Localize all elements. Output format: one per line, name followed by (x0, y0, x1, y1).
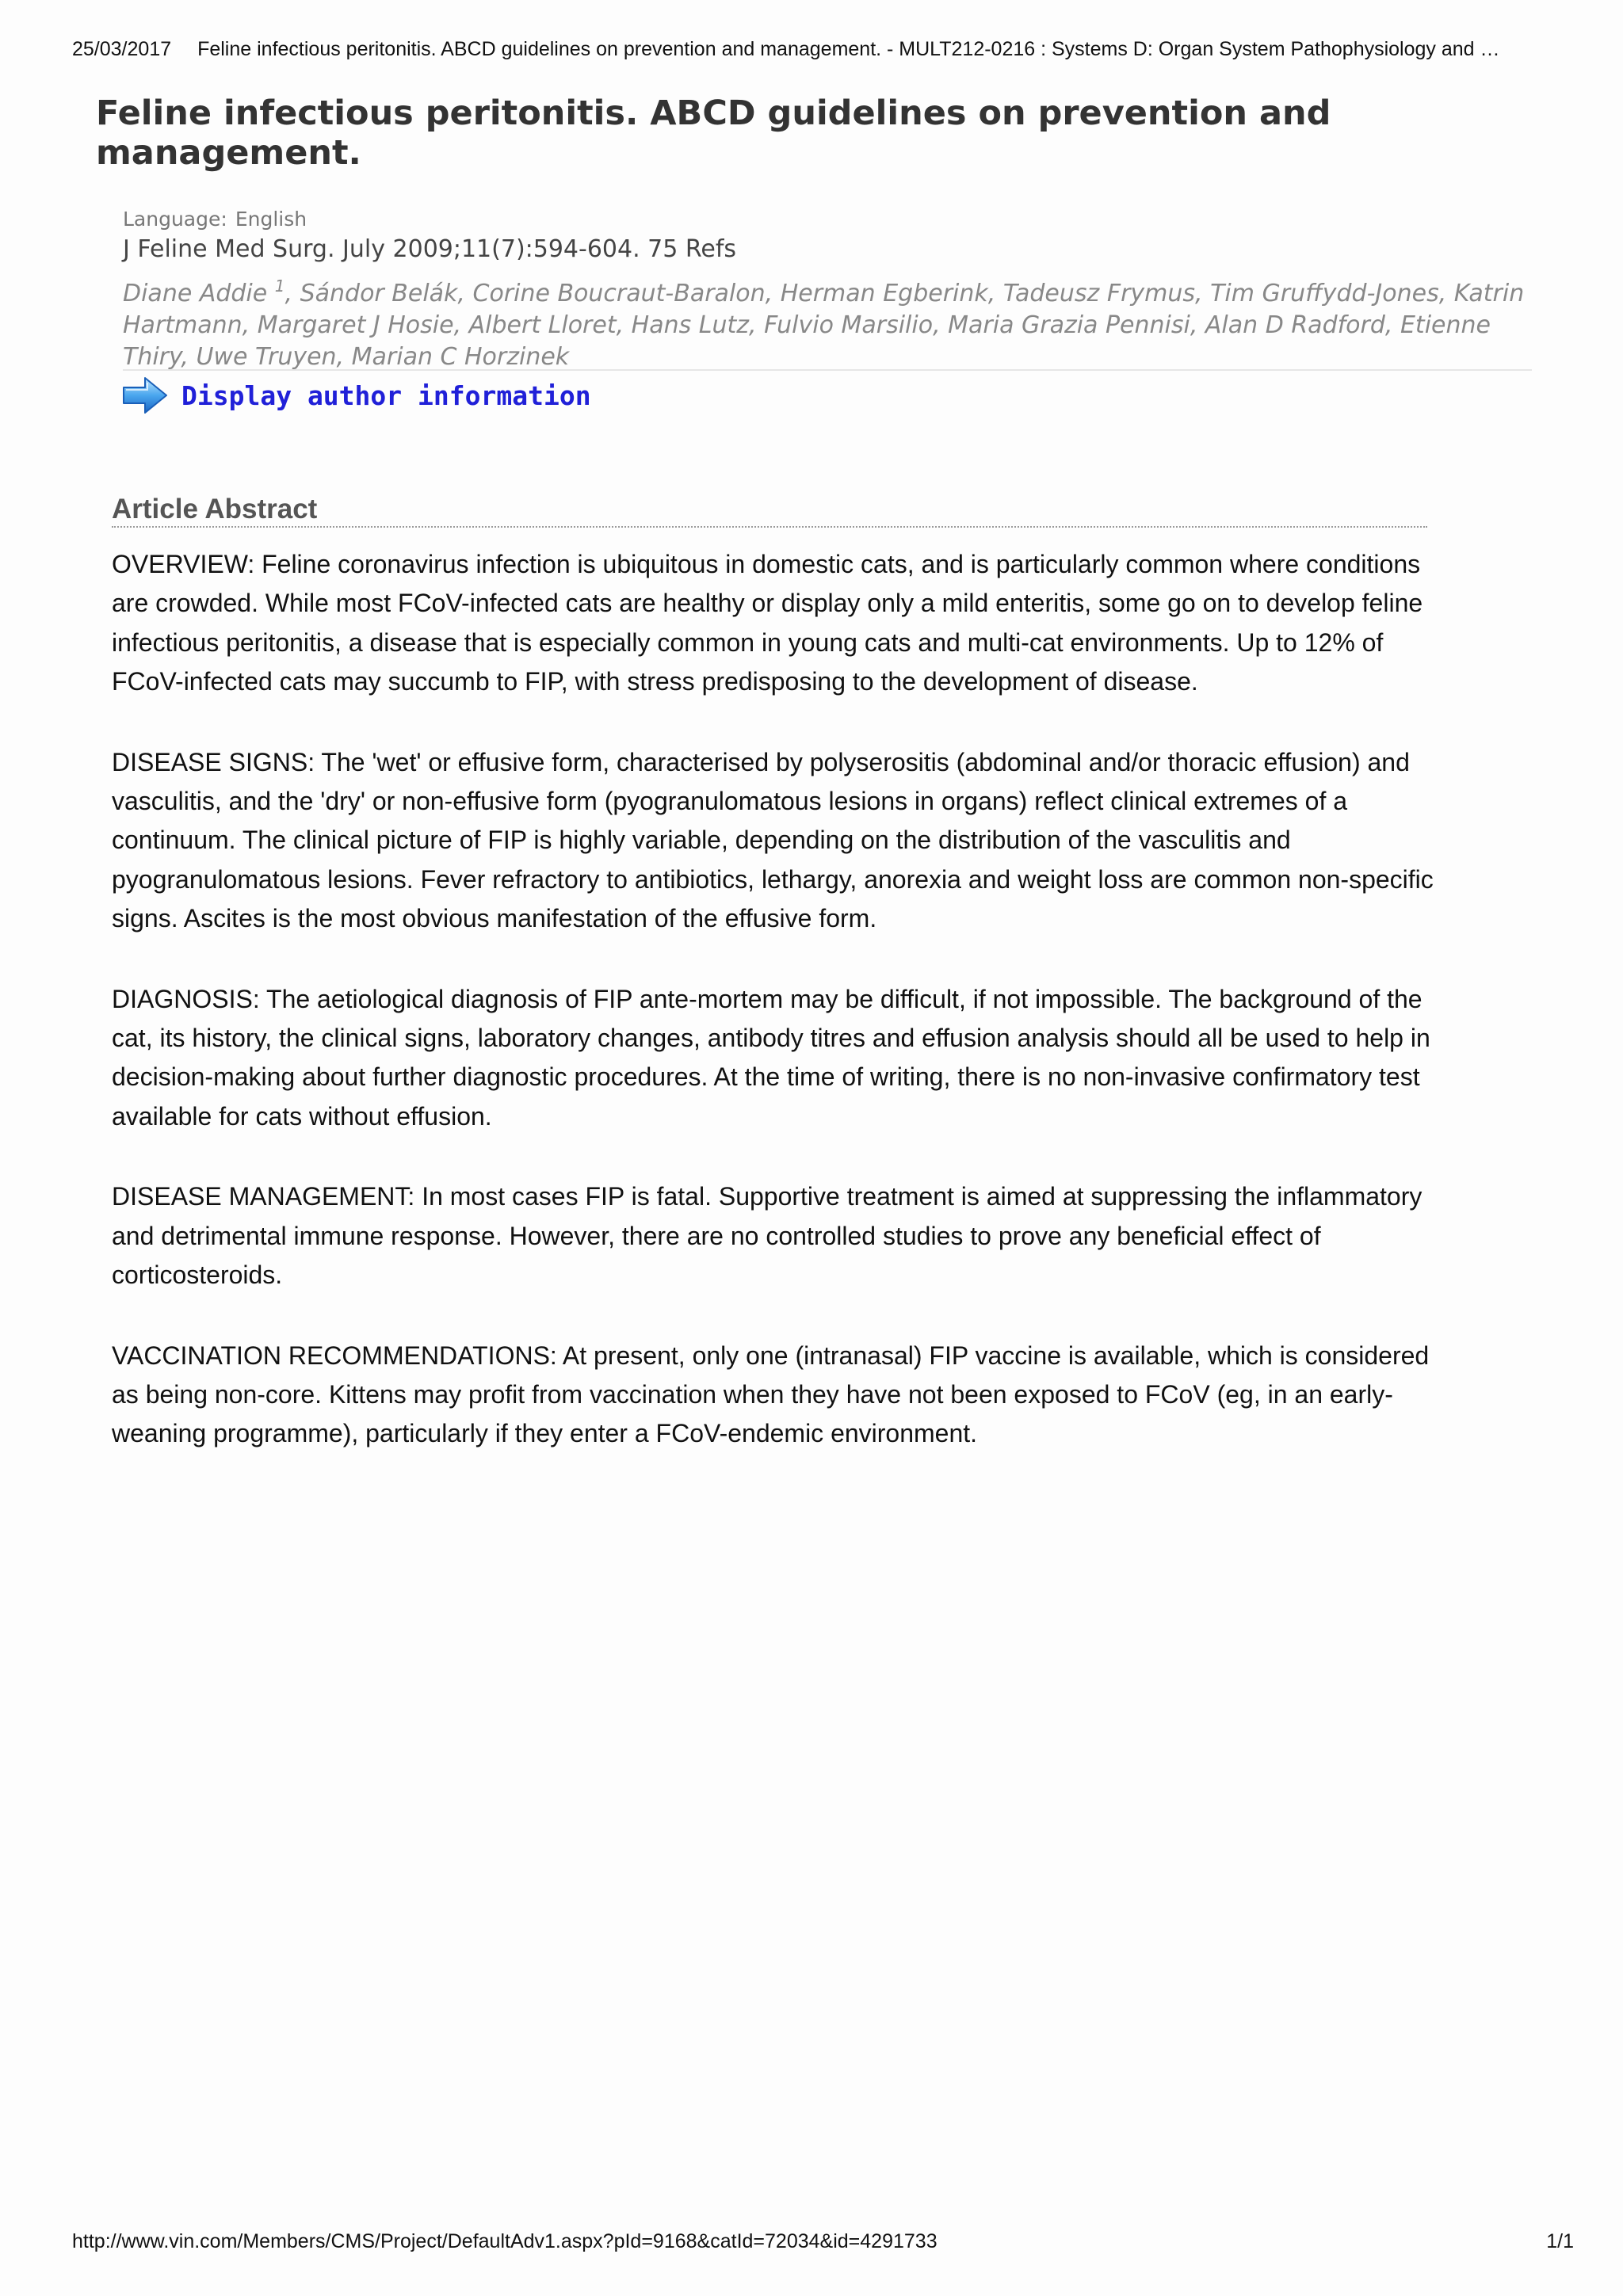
display-author-info-label[interactable]: Display author information (181, 379, 591, 411)
print-date: 25/03/2017 (72, 38, 172, 60)
print-footer (72, 2230, 1574, 2253)
page-url: http://www.vin.com/Members/CMS/Project/DefaultAdv1.aspx?pId=9168&catId=72034&id=4291733 (72, 2230, 938, 2252)
abstract-vaccination: VACCINATION RECOMMENDATIONS: At present, only one (intranasal) FIP vaccine is available, which is considered as being non-core. Kittens may profit from vaccination when they have not been exposed to FCoV (eg, in an early-weaning programme), particularly if they enter a FCoV-endemic environment. (112, 1341, 1430, 1448)
author-list (123, 278, 1533, 373)
abstract-diagnosis: DIAGNOSIS: The aetiological diagnosis of FIP ante-mortem may be difficult, if not impossible. The background of the cat, its history, the clinical signs, laboratory changes, antibody titres and effusion analysis should all be used to help in decision-making about further diagnostic procedures. At the time of writing, there is no non-invasive confirmatory test available for cats without effusion. (112, 984, 1430, 1131)
author-affiliation-marker: 1 (274, 277, 285, 296)
language-value: English (235, 208, 307, 231)
meta-divider (123, 369, 1532, 371)
abstract-overview: OVERVIEW: Feline coronavirus infection is ubiquitous in domestic cats, and is particularly common where conditions are crowded. While most FCoV-infected cats are healthy or display only a mild enteritis, some go on to develop feline infectious peritonitis, a disease that is especially common in young cats and multi-cat environments. Up to 12% of FCoV-infected cats may succumb to FIP, with stress predisposing to the development of disease. (112, 550, 1423, 696)
abstract-heading: Article Abstract (112, 493, 1427, 528)
print-header (72, 38, 1562, 61)
first-author[interactable]: Diane Addie (123, 280, 268, 307)
page-number: 1/1 (1546, 2230, 1574, 2252)
article-title: Feline infectious peritonitis. ABCD guidelines on prevention and management. (96, 93, 1331, 173)
abstract-disease-signs: DISEASE SIGNS: The 'wet' or effusive form, characterised by polyserositis (abdominal and/or thoracic effusion) and vasculitis, and the 'dry' or non-effusive form (pyogranulomatous lesions in organs) reflect clinical extremes of a continuum. The clinical picture of FIP is highly variable, depending on the distribution of the vasculitis and pyogranulomatous lesions. Fever refractory to antibiotics, lethargy, anorexia and weight loss are common non-specific signs. Ascites is the most obvious manifestation of the effusive form. (112, 747, 1434, 933)
other-authors: , Sándor Belák, Corine Boucraut-Baralon, Herman Egberink, Tadeusz Frymus, Tim Gruffydd-Jones, Katrin Hartmann, Margaret J Hosie, Albert Lloret, Hans Lutz, Fulvio Marsilio, Maria Grazia Pennisi, Alan D Radford, Etienne Thiry, Uwe Truyen, Marian C Horzinek (123, 280, 1525, 371)
arrow-right-icon (121, 374, 170, 417)
language-label: Language: (123, 208, 227, 231)
display-author-info-link[interactable] (121, 372, 591, 418)
abstract-body (112, 545, 1437, 1495)
article-meta (123, 207, 1533, 373)
print-page-title: Feline infectious peritonitis. ABCD guidelines on prevention and management. - MULT212-0216 : Systems D: Organ System Pathophysiology and … (197, 38, 1500, 60)
abstract-disease-management: DISEASE MANAGEMENT: In most cases FIP is fatal. Supportive treatment is aimed at suppressing the inflammatory and detrimental immune response. However, there are no controlled studies to prove any beneficial effect of corticosteroids. (112, 1182, 1423, 1290)
language-row (123, 207, 1533, 232)
journal-citation: J Feline Med Surg. July 2009;11(7):594-604. 75 Refs (123, 235, 737, 263)
